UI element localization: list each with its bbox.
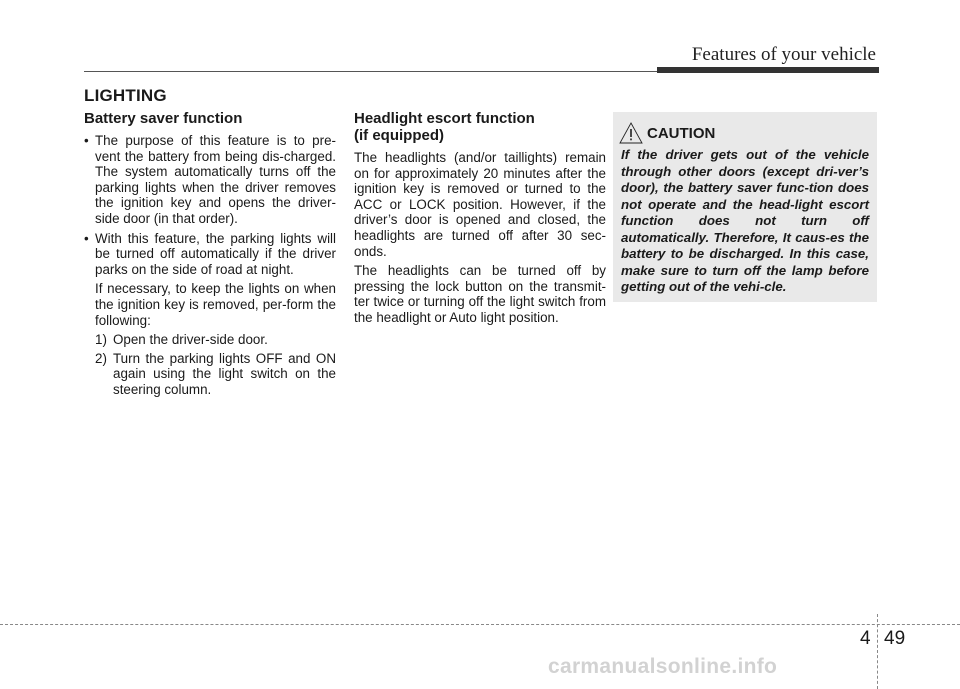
bullet-text: With this feature, the parking lights will be turned off automatically if the driver parks on the side of road at night.: [95, 230, 336, 277]
bullet-text: The purpose of this feature is to pre-vent the battery from being dis-charged. The system automatically turns off the parking lights when the driver removes the ignition key and opens the driver-side door (in that order).: [95, 133, 336, 226]
header-accent-bar: [657, 67, 879, 73]
headlight-escort-heading: [354, 110, 606, 144]
headlight-escort-heading-line2: (if equipped): [354, 127, 444, 144]
headlight-escort-paragraph: The headlights (and/or taillights) remain on for approximately 20 minutes after the ignition key is removed or turned to the ACC or LOCK position. However, if the driver’s door is opened and closed, the headlights are turned off after 30 sec-onds.: [354, 150, 606, 259]
caution-box: [613, 112, 877, 302]
page-number: 49: [884, 628, 906, 649]
section-title: LIGHTING: [84, 86, 167, 105]
step-item: [84, 332, 336, 348]
caution-header: [619, 122, 869, 144]
step-item: [84, 351, 336, 398]
bullet-item: [84, 133, 336, 227]
bullet-item: [84, 231, 336, 278]
chapter-number: 4: [860, 628, 871, 649]
battery-saver-heading: Battery saver function: [84, 110, 243, 127]
headlight-escort-column: [354, 110, 606, 330]
step-text: Turn the parking lights OFF and ON again using the light switch on the steering column.: [113, 350, 336, 397]
caution-text: If the driver gets out of the vehicle through other doors (except dri-ver’s door), the battery saver func-tion does not operate and the head-light escort function does not turn off automatically. Therefore, It caus-es the battery to be discharged. In this case, make sure to turn off the lamp before getting out of the vehi-cle.: [621, 147, 869, 294]
step-number: 1): [95, 332, 107, 348]
bullet-dot-icon: •: [84, 133, 89, 148]
headlight-escort-heading-line1: Headlight escort function: [354, 110, 535, 127]
step-number: 2): [95, 350, 107, 366]
footer-divider: [0, 624, 960, 625]
step-text: Open the driver-side door.: [113, 332, 268, 348]
battery-saver-column: [84, 110, 336, 401]
warning-triangle-icon: [619, 122, 643, 144]
battery-saver-note: If necessary, to keep the lights on when the ignition key is removed, per-form the following:: [95, 281, 336, 328]
headlight-escort-paragraph: The headlights can be turned off by pressing the lock button on the transmit-ter twice or turning off the light switch from the headlight or Auto light position.: [354, 263, 606, 325]
footer-vertical-divider: [877, 614, 878, 689]
bullet-dot-icon: •: [84, 230, 89, 246]
watermark: carmanualsonline.info: [548, 655, 778, 678]
header-title: Features of your vehicle: [691, 44, 876, 65]
caution-title: CAUTION: [647, 124, 716, 142]
